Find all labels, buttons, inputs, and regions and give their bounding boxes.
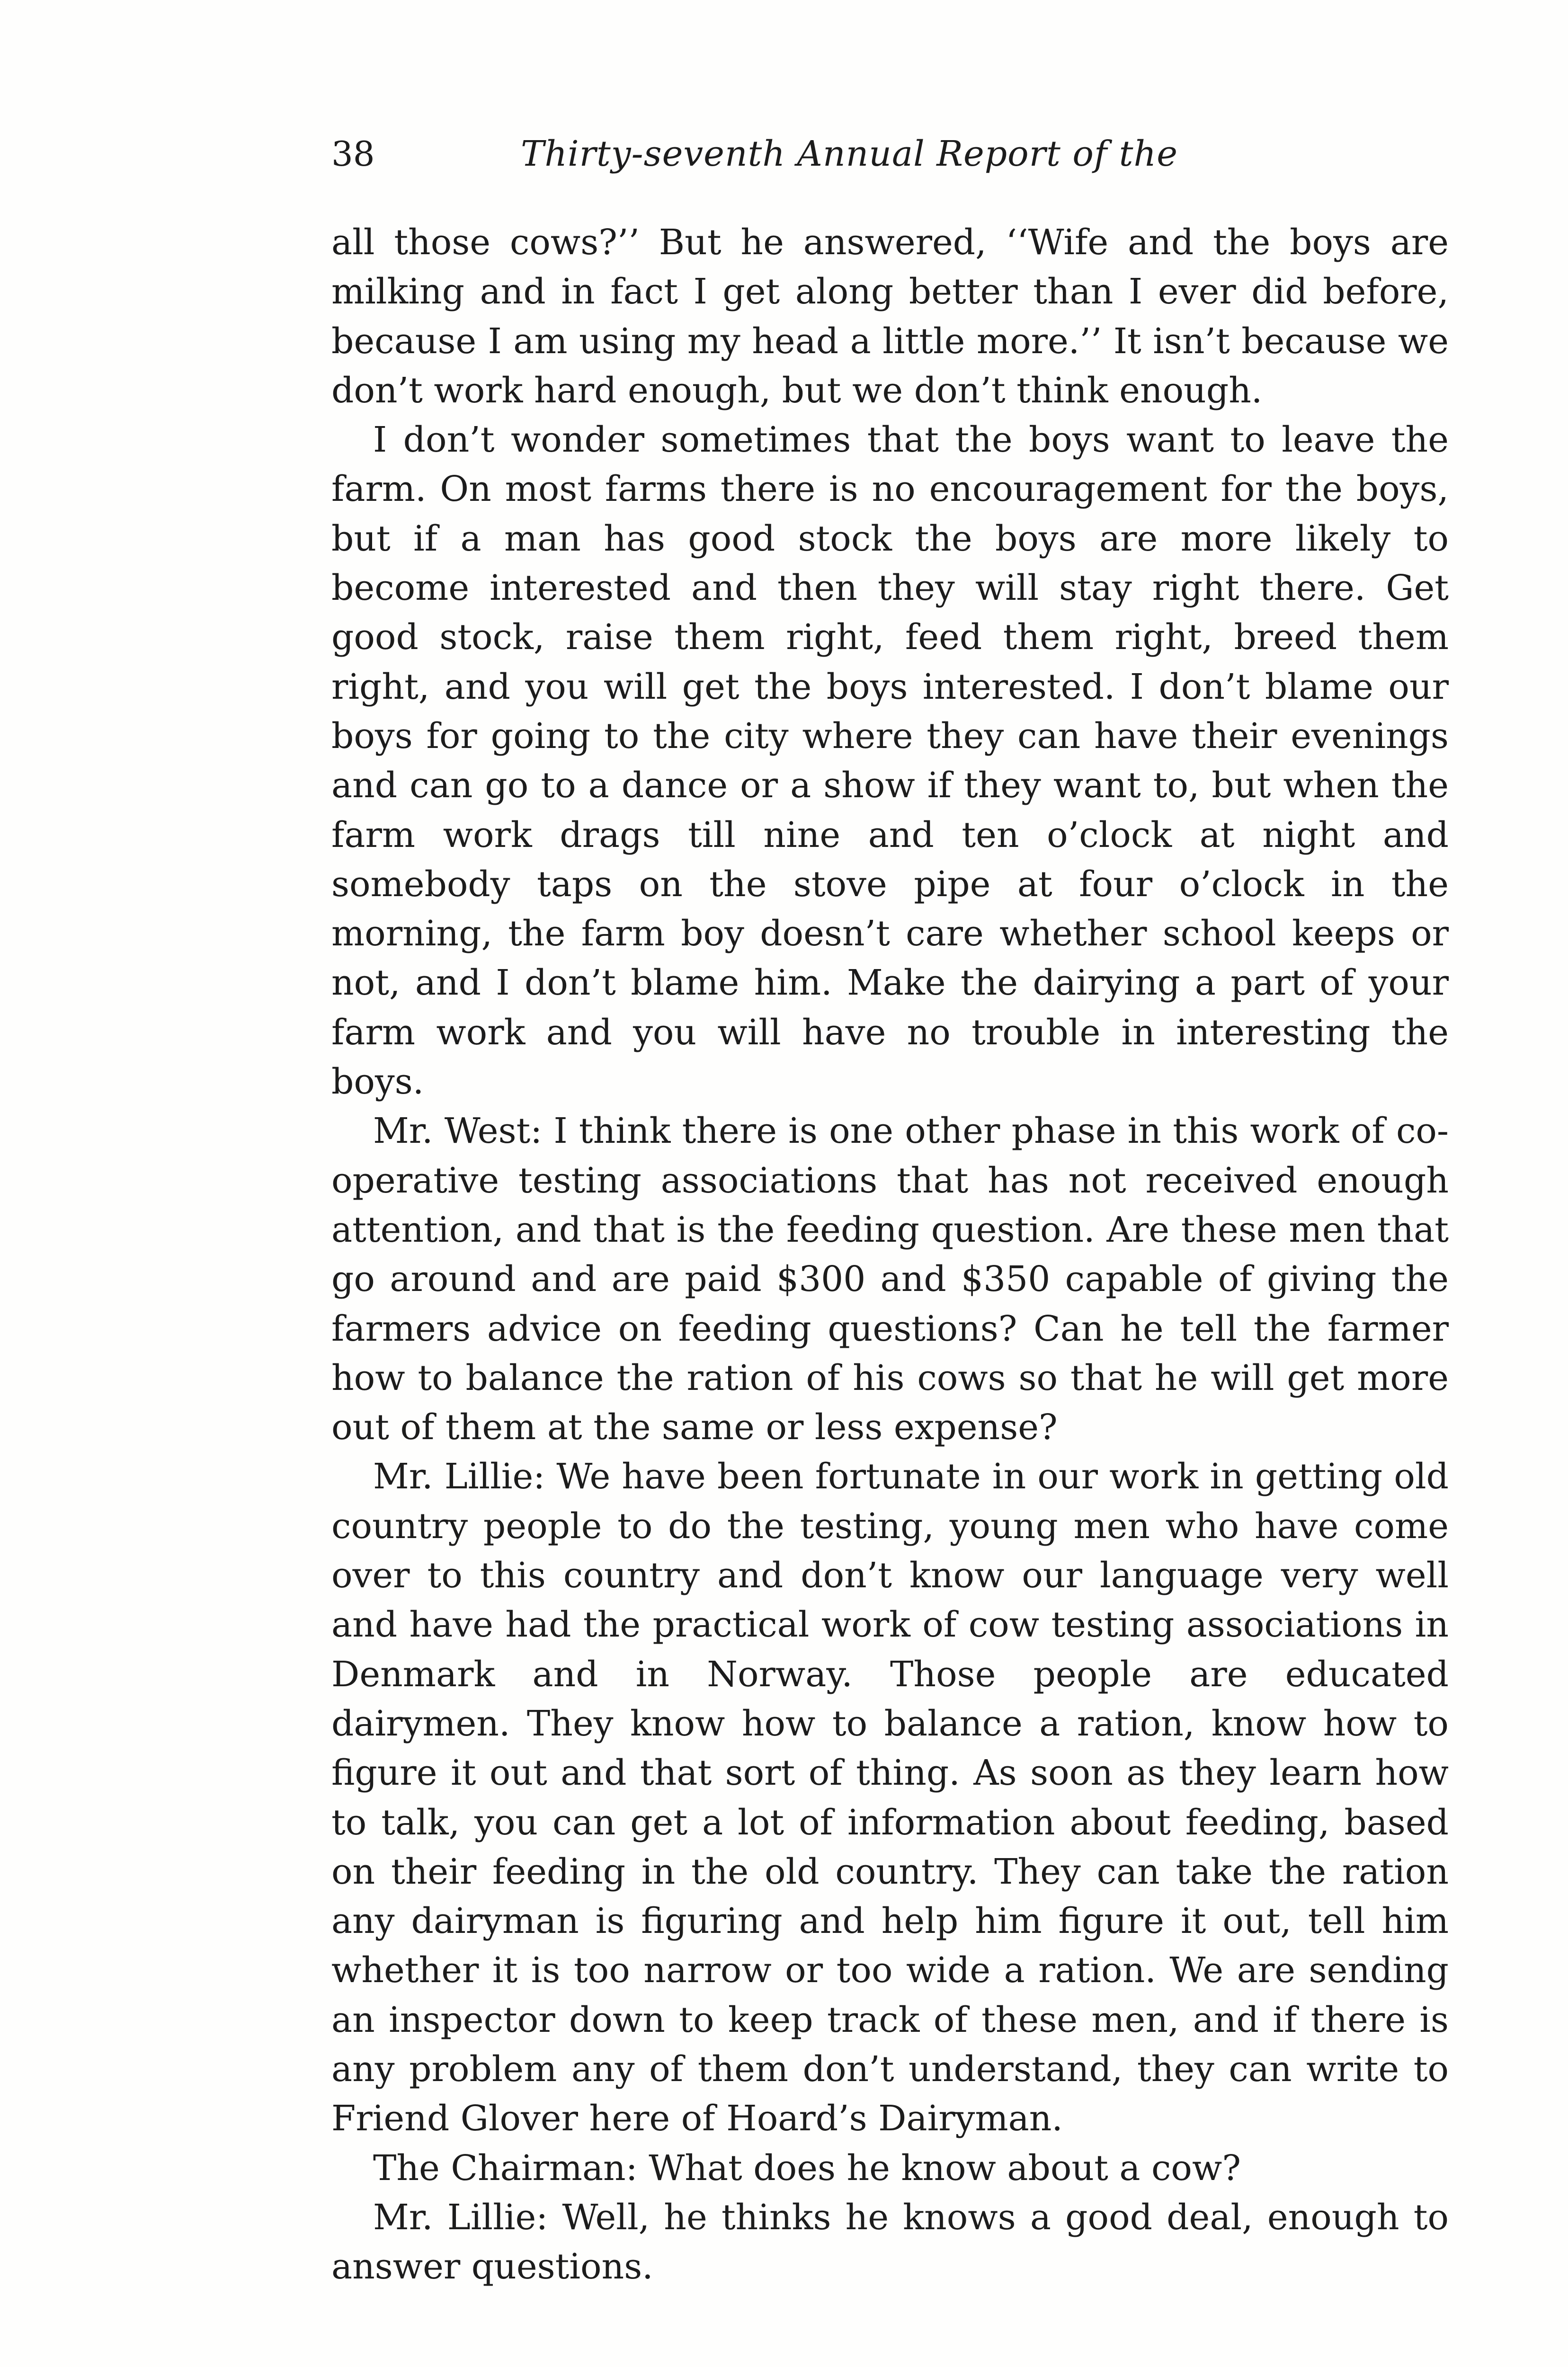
paragraph — [331, 218, 1449, 415]
speaker-name: Mr. Lillie: — [373, 1456, 545, 1497]
paragraph — [331, 2193, 1449, 2292]
paragraph — [331, 1452, 1449, 2143]
running-header — [331, 128, 1449, 180]
paragraph-text: I don’t wonder sometimes that the boys want to leave the farm. On most farms there is no encouragement for the boys, but if a man has good stock the boys are more likely to become interested and then they will stay right there. Get good stock, raise them right, feed them right, breed them right, and you will get the boys interested. I don’t blame our boys for going to the city where they can have their evenings and can go to a dance or a show if they want to, but when the farm work drags till nine and ten o’clock at night and somebody taps on the stove pipe at four o’clock in the morning, the farm boy doesn’t care whether school keeps or not, and I don’t blame him. Make the dairying a part of your farm work and you will have no trouble in interesting the boys. — [331, 419, 1449, 1103]
paragraph-text: I think there is one other phase in this work of co-operative testing associations that has not received enough attention, and that is the feeding question. Are these men that go around and are paid $300 and $350 capable of giving the farmers advice on feeding questions? Can he tell the farmer how to balance the ration of his cows so that he will get more out of them at the same or less expense? — [331, 1111, 1449, 1448]
paragraph-text: We have been fortunate in our work in getting old country people to do the testing, young men who have come over to this country and don’t know our language very well and have had the practical work of cow testing associations in Denmark and in Norway. Those people are educated dairymen. They know how to balance a ration, know how to figure it out and that sort of thing. As soon as they learn how to talk, you can get a lot of information about feeding, based on their feeding in the old country. They can take the ration any dairyman is figuring and help him figure it out, tell him whether it is too narrow or too wide a ration. We are sending an inspector down to keep track of these men, and if there is any problem any of them don’t understand, they can write to Friend Glover here of Hoard’s Dairyman. — [331, 1456, 1449, 2139]
paragraph — [331, 415, 1449, 1106]
page-number: 38 — [331, 134, 375, 174]
running-title: Thirty-seventh Annual Report of the — [521, 133, 1178, 174]
speaker-name: Mr. Lillie: — [373, 2197, 548, 2238]
paragraph-text: What does he know about a cow? — [649, 2147, 1241, 2189]
paragraph-text: all those cows?’’ But he answered, ‘‘Wife and the boys are milking and in fact I get along better than I ever did before, because I am using my head a little more.’’ It isn’t because we don’t work hard enough, but we don’t think enough. — [331, 222, 1449, 411]
speaker-name: Mr. West: — [373, 1111, 543, 1152]
body-text — [331, 218, 1449, 2291]
paragraph — [331, 2144, 1449, 2193]
paragraph — [331, 1106, 1449, 1452]
speaker-name: The Chairman: — [373, 2147, 638, 2189]
paragraph-text: Well, he thinks he knows a good deal, enough to answer questions. — [331, 2197, 1449, 2287]
